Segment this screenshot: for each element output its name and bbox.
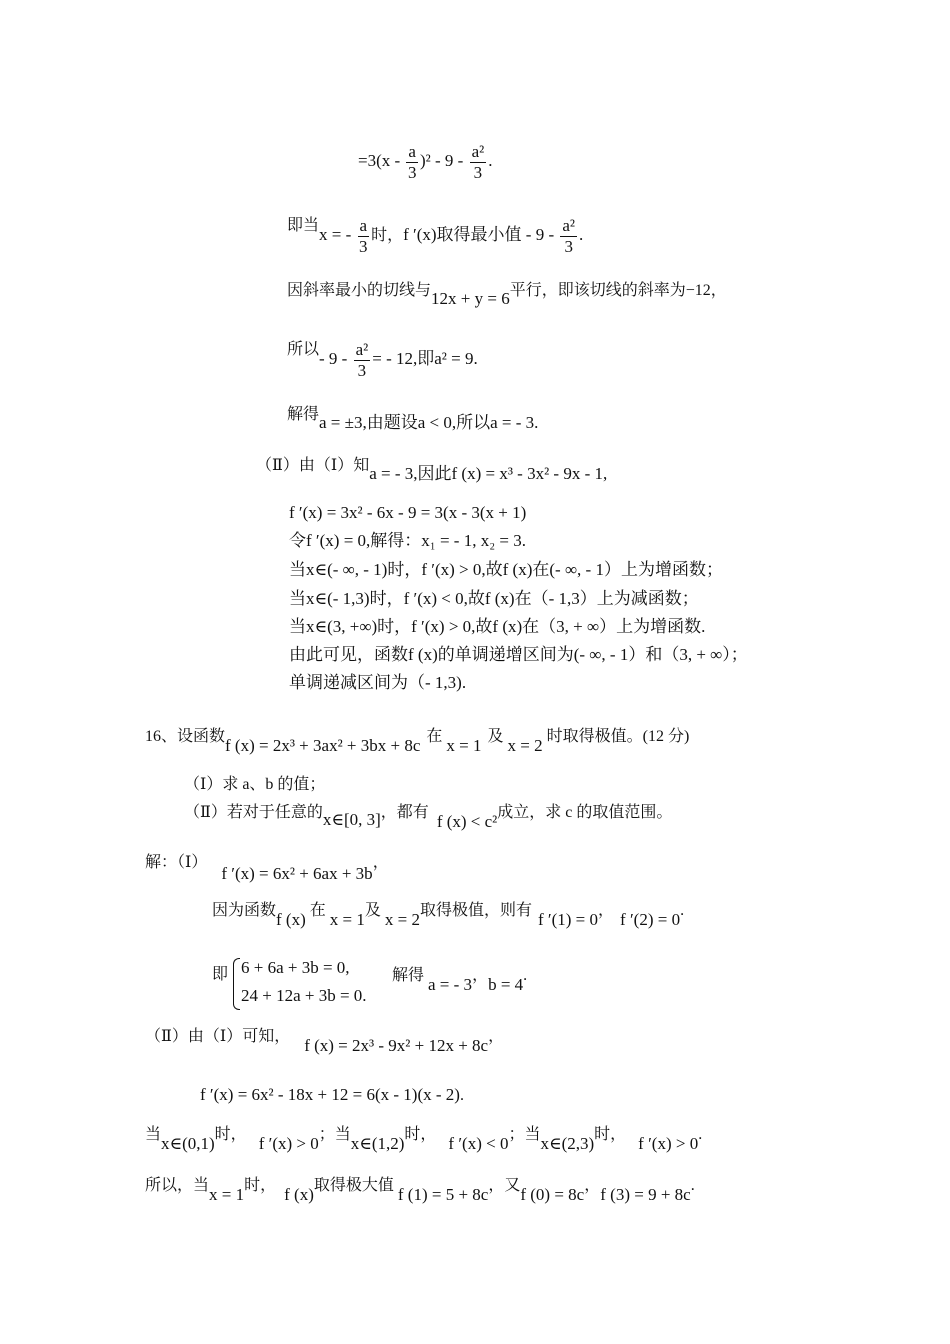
solution-line-6: 当x∈(0,1)时， f ′(x) > 0；当x∈(1,2)时， f ′(x) < 0；当x∈(2,3)时， f ′(x) > 0. bbox=[145, 1126, 703, 1153]
solution-line-1: 解：（Ⅰ）f ′(x) = 6x² + 6ax + 3b， bbox=[145, 854, 389, 883]
fraction: $\frac{a}{3}$ bbox=[359, 216, 368, 256]
formula-line-7: f ′(x) = 3x² - 6x - 9 = 3(x - 3(x + 1) bbox=[289, 503, 527, 522]
solution-line-2: 因为函数f (x) 在 x = 1及 x = 2取得极值，则有 f ′(1) = 0， f ′(2) = 0. bbox=[212, 902, 685, 929]
formula-line-12: 由此可见，函数f (x)的单调递增区间为(- ∞, - 1）和（3, + ∞）； bbox=[289, 645, 748, 664]
formula-line-6: （Ⅱ）由（Ⅰ）知a = - 3,因此f (x) = x³ - 3x² - 9x - 1, bbox=[256, 457, 608, 483]
system-brace bbox=[233, 958, 240, 1010]
formula-line-11: 当x∈(3, +∞)时，f ′(x) > 0,故f (x)在（3, + ∞）上为增函数. bbox=[289, 617, 706, 636]
system-row-2: 24 + 12a + 3b = 0. bbox=[241, 986, 367, 1005]
fraction: $\frac{\text{a²}}{3}$ bbox=[471, 142, 485, 182]
solution-line-4: （Ⅱ）由（Ⅰ）可知， f (x) = 2x³ - 9x² + 12x + 8c， bbox=[145, 1028, 505, 1055]
formula-line-2: 即当x = - $\frac{a}{3}$ 时，f ′(x)取得最小值 - 9 - $\frac{\text{a²}}{3}$ . bbox=[287, 216, 584, 256]
fraction: $\frac{a}{3}$ bbox=[407, 142, 417, 182]
math: =3(x - bbox=[358, 151, 405, 171]
solution-line-7: 所以，当x = 1时， f (x)取得极大值 f (1) = 5 + 8c，又f (0) = 8c，f (3) = 9 + 8c. bbox=[145, 1177, 695, 1204]
formula-line-5: 解得a = ±3,由题设a < 0,所以a = - 3. bbox=[287, 406, 539, 432]
formula-line-3: 因斜率最小的切线与12x + y = 6平行，即该切线的斜率为−12， bbox=[287, 282, 727, 308]
solution-line-3: 解得 a = - 3，b = 4. bbox=[392, 967, 528, 994]
question-16-title: 16、设函数f (x) = 2x³ + 3ax² + 3bx + 8c 在 x = 1 及 x = 2 时取得极值。(12 分) bbox=[145, 728, 690, 755]
question-16-part-1: （Ⅰ）求 a、b 的值； bbox=[184, 776, 326, 793]
formula-line-13: 单调递减区间为（- 1,3). bbox=[289, 673, 467, 692]
solution-system-label: 即 bbox=[212, 966, 229, 983]
question-16-part-2: （Ⅱ）若对于任意的x∈[0, 3]，都有 f (x) < c²成立，求 c 的取值范围。 bbox=[184, 804, 673, 831]
fraction: $\frac{\text{a²}}{3}$ bbox=[355, 340, 369, 380]
fraction: $\frac{\text{a²}}{3}$ bbox=[562, 216, 576, 256]
formula-line-10: 当x∈(- 1,3)时，f ′(x) < 0,故f (x)在（- 1,3）上为减函数； bbox=[289, 589, 699, 608]
formula-line-1: =3(x - $\frac{a}{3}$ )² - 9 - $\frac{\text{a²}}{3}$ . bbox=[358, 142, 493, 182]
formula-line-8: 令f ′(x) = 0,解得：x₁ = - 1, x₂ = 3. bbox=[289, 531, 526, 550]
system-row-1: 6 + 6a + 3b = 0, bbox=[241, 958, 350, 977]
solution-line-5: f ′(x) = 6x² - 18x + 12 = 6(x - 1)(x - 2). bbox=[200, 1085, 464, 1104]
formula-line-9: 当x∈(- ∞, - 1)时，f ′(x) > 0,故f (x)在(- ∞, - 1）上为增函数； bbox=[289, 560, 723, 579]
formula-line-4: 所以- 9 - $\frac{\text{a²}}{3}$ = - 12,即a² = 9. bbox=[287, 340, 478, 380]
text: 即当 bbox=[287, 217, 320, 234]
